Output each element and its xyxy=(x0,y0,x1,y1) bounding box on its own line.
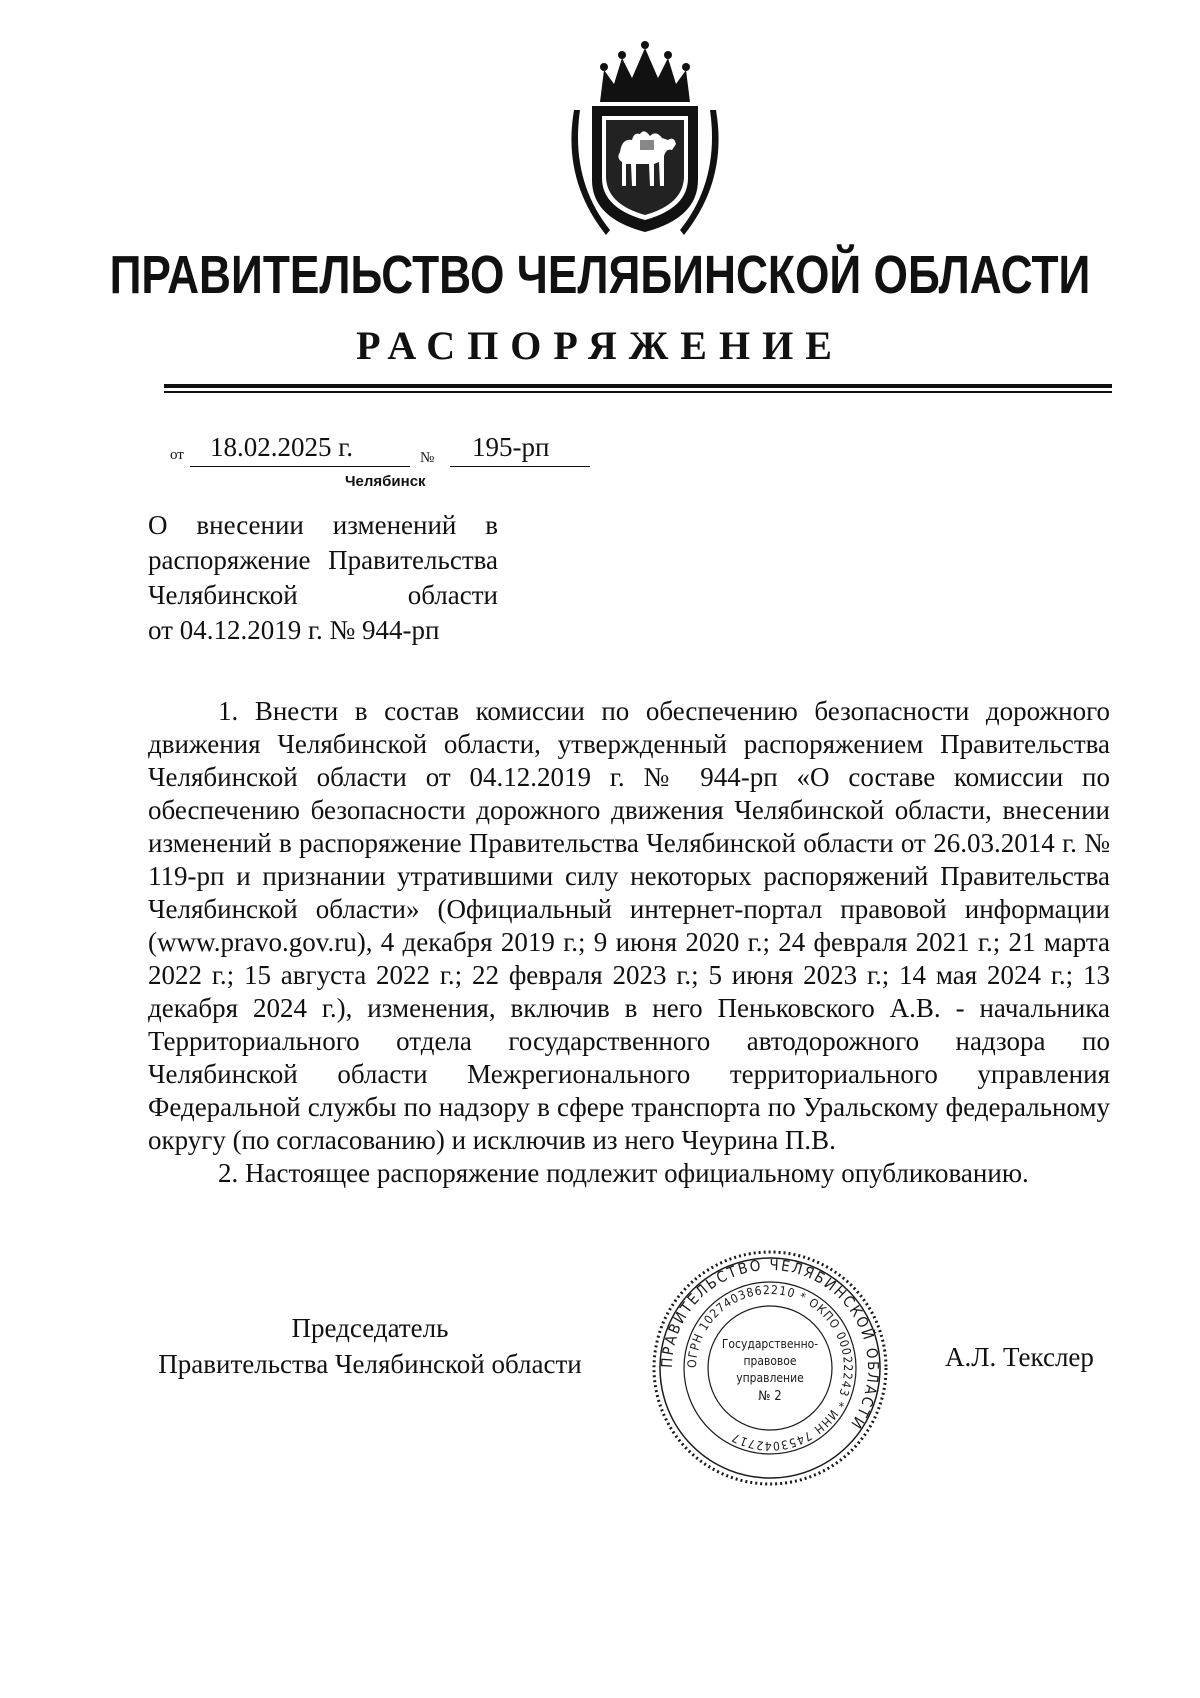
subject-line: О внесении изменений в xyxy=(148,510,498,540)
body-paragraph: 2. Настоящее распоряжение подлежит официальному опубликованию. xyxy=(218,1158,1029,1188)
body-paragraph: 1. Внести в состав комиссии по обеспечению безопасности дорожного движения Челябинской области, утвержденный распоряжением Правительства Челябинской области от 04.12.2019 г. № 944-рп «О составе комиссии по обеспечению безопасности дорожного движения Челябинской области, внесении изменений в распоряжение Правительства Челябинской области от 26.03.2014 г. № 119-рп и признании утратившими силу некоторых распоряжений Правительства Челябинской области» (Официальный интернет-портал правовой информации (www.pravo.gov.ru), 4 декабря 2019 г.; 9 июня 2020 г.; 24 февраля 2021 г.; 21 марта 2022 г.; 15 августа 2022 г.; 22 февраля 2023 г.; 5 июня 2023 г.; 14 мая 2024 г.; 13 декабря 2024 г.), изменения, включив в него Пеньковского А.В. - начальника Территориального отдела государственного автодорожного надзора по Челябинской области Межрегионального территориального управления Федеральной службы по надзору в сфере транспорта по Уральскому федеральному округу (по согласованию) и исключив из него Чеурина П.В. xyxy=(148,696,1110,1155)
signatory-title xyxy=(145,1310,595,1382)
document-date: 18.02.2025 г. xyxy=(210,432,354,462)
date-underline xyxy=(190,466,410,467)
subject-line: Челябинской области xyxy=(148,580,498,610)
document-number: 195-рп xyxy=(472,432,550,462)
document-type-heading: РАСПОРЯЖЕНИЕ xyxy=(356,323,844,368)
stamp-center-line: управление xyxy=(736,1371,804,1385)
official-seal-stamp xyxy=(650,1248,890,1488)
chelyabinsk-coat-of-arms-icon xyxy=(570,40,720,240)
header-divider-thick xyxy=(164,384,1112,388)
header-divider-thin xyxy=(164,391,1112,393)
stamp-center-line: Государственно- xyxy=(721,1337,819,1351)
document-body xyxy=(148,695,1110,1190)
signatory-name: А.Л. Текслер xyxy=(945,1342,1094,1372)
subject-line: распоряжение Правительства xyxy=(148,545,498,575)
number-sign-label: № xyxy=(420,450,435,466)
signatory-title-line: Председатель xyxy=(291,1313,449,1343)
document-city: Челябинск xyxy=(345,473,426,490)
stamp-inner-text: ОГРН 1027403862210 * ОКПО 00022243 * ИНН 7453042717 xyxy=(684,1282,856,1454)
stamp-center-line: № 2 xyxy=(758,1389,782,1404)
stamp-outer-text: ПРАВИТЕЛЬСТВО ЧЕЛЯБИНСКОЙ ОБЛАСТИ xyxy=(657,1255,883,1434)
organization-title: ПРАВИТЕЛЬСТВО ЧЕЛЯБИНСКОЙ ОБЛАСТИ xyxy=(109,245,1091,305)
document-subject xyxy=(148,508,498,648)
number-underline xyxy=(450,466,590,467)
signatory-title-line: Правительства Челябинской области xyxy=(158,1349,582,1379)
date-prefix-label: от xyxy=(170,447,184,463)
stamp-center-line: правовое xyxy=(743,1354,797,1368)
subject-line: от 04.12.2019 г. № 944-рп xyxy=(148,615,440,645)
